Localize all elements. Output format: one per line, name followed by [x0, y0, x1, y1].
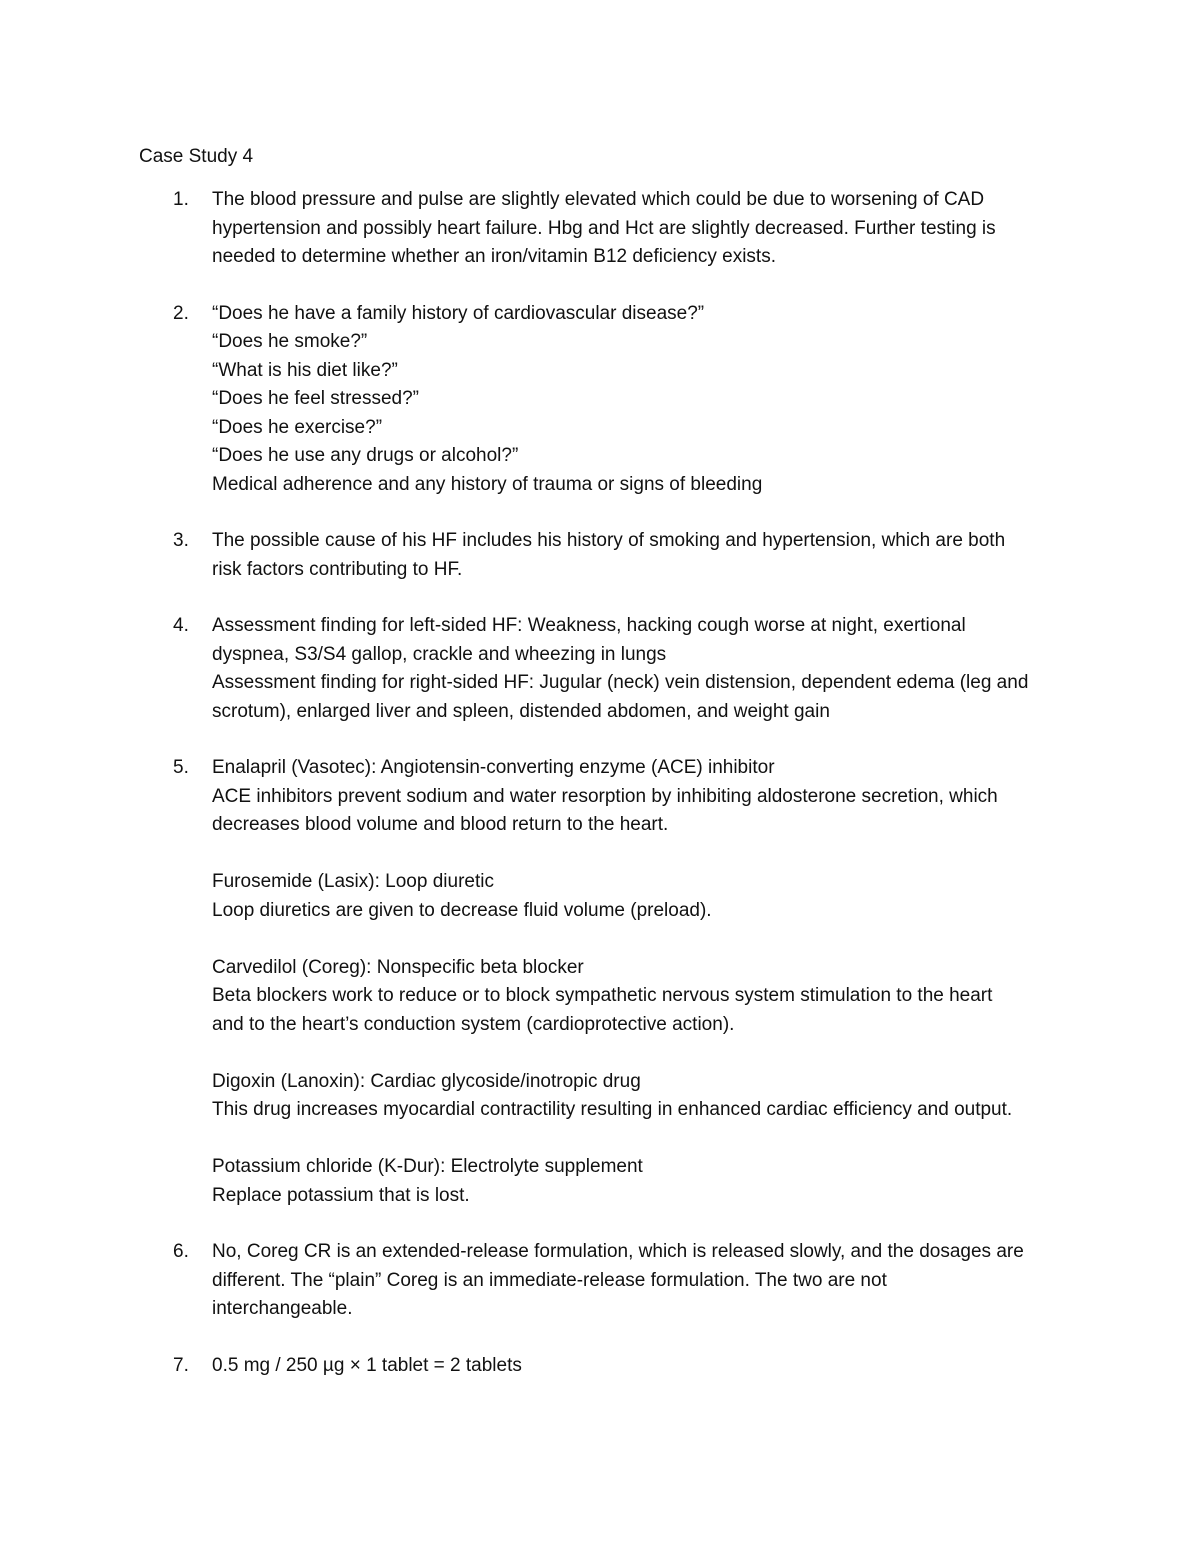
text-line: Replace potassium that is lost.	[212, 1184, 470, 1206]
text-line: scrotum), enlarged liver and spleen, distended abdomen, and weight gain	[212, 700, 830, 722]
text-line: Potassium chloride (K-Dur): Electrolyte supplement	[212, 1156, 643, 1177]
document-title: Case Study 4	[139, 146, 254, 167]
text-line: Carvedilol (Coreg): Nonspecific beta blocker	[212, 956, 584, 978]
blank-line	[212, 1039, 1069, 1068]
text-line: Digoxin (Lanoxin): Cardiac glycoside/inotropic drug	[212, 1070, 641, 1092]
list-item	[139, 754, 1069, 1210]
list-item-number: 5.	[173, 757, 189, 778]
list-item-number: 2.	[173, 302, 189, 324]
text-line: Beta blockers work to reduce or to block sympathetic nervous system stimulation to the heart	[212, 985, 993, 1006]
text-line: hypertension and possibly heart failure. Hbg and Hct are slightly decreased. Further testing is	[212, 217, 996, 239]
text-line: 0.5 mg / 250 µg × 1 tablet = 2 tablets	[212, 1354, 522, 1376]
blank-line	[212, 840, 1069, 869]
list-item	[139, 1238, 1069, 1324]
text-line: Medical adherence and any history of trauma or signs of bleeding	[212, 473, 763, 495]
text-line: Furosemide (Lasix): Loop diuretic	[212, 871, 494, 892]
text-line: dyspnea, S3/S4 gallop, crackle and wheezing in lungs	[212, 643, 667, 665]
text-line: different. The “plain” Coreg is an immediate-release formulation. The two are not	[212, 1269, 887, 1291]
list-item-number: 3.	[173, 530, 189, 551]
text-line: ACE inhibitors prevent sodium and water resorption by inhibiting aldosterone secretion, which	[212, 785, 998, 807]
text-line: “Does he use any drugs or alcohol?”	[212, 445, 519, 466]
text-line: “Does he feel stressed?”	[212, 388, 419, 409]
text-line: Assessment finding for right-sided HF: Jugular (neck) vein distension, dependent edema (leg and	[212, 672, 1029, 693]
text-line: and to the heart’s conduction system (cardioprotective action).	[212, 1013, 735, 1035]
text-line: “Does he have a family history of cardiovascular disease?”	[212, 302, 705, 324]
text-line: Enalapril (Vasotec): Angiotensin-converting enzyme (ACE) inhibitor	[212, 757, 775, 778]
text-line: Loop diuretics are given to decrease fluid volume (preload).	[212, 899, 712, 921]
blank-line	[212, 1125, 1069, 1154]
text-line: “What is his diet like?”	[212, 359, 398, 381]
list-item	[139, 1352, 1069, 1381]
text-line: needed to determine whether an iron/vitamin B12 deficiency exists.	[212, 246, 776, 267]
text-line: “Does he smoke?”	[212, 331, 368, 352]
text-line: The possible cause of his HF includes his history of smoking and hypertension, which are both	[212, 530, 1006, 551]
list-item	[139, 527, 1069, 584]
answer-list	[139, 186, 1069, 1408]
text-line: This drug increases myocardial contractility resulting in enhanced cardiac efficiency and output.	[212, 1099, 1013, 1120]
text-line: “Does he exercise?”	[212, 416, 383, 438]
text-line: No, Coreg CR is an extended-release formulation, which is released slowly, and the dosages are	[212, 1241, 1024, 1262]
blank-line	[212, 925, 1069, 954]
text-line: The blood pressure and pulse are slightly elevated which could be due to worsening of CAD	[212, 189, 985, 210]
list-item	[139, 300, 1069, 500]
text-line: decreases blood volume and blood return to the heart.	[212, 814, 669, 835]
list-item-number: 4.	[173, 615, 189, 636]
list-item-number: 7.	[173, 1354, 189, 1376]
text-line: risk factors contributing to HF.	[212, 558, 463, 580]
text-line: interchangeable.	[212, 1298, 353, 1319]
list-item	[139, 186, 1069, 272]
text-line: Assessment finding for left-sided HF: Weakness, hacking cough worse at night, exertional	[212, 615, 966, 636]
list-item	[139, 612, 1069, 726]
list-item-number: 1.	[173, 189, 189, 210]
list-item-number: 6.	[173, 1241, 189, 1262]
